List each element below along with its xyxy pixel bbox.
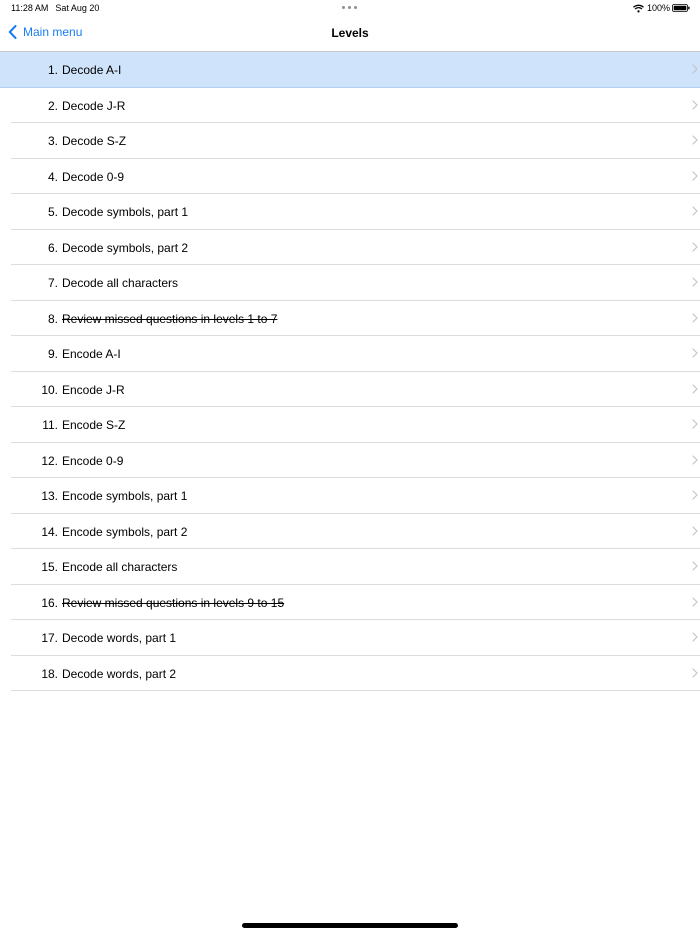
- level-label: Encode symbols, part 1: [62, 489, 188, 503]
- status-time: 11:28 AM: [11, 3, 49, 13]
- level-label: Decode S-Z: [62, 134, 127, 148]
- chevron-right-icon: [692, 135, 698, 145]
- level-row[interactable]: [0, 407, 700, 443]
- level-number: 14.: [41, 524, 58, 539]
- wifi-icon: [633, 4, 644, 13]
- level-number: 3.: [47, 134, 58, 148]
- level-number: 12.: [41, 453, 58, 468]
- level-number: 9.: [47, 347, 58, 361]
- chevron-right-icon: [692, 490, 698, 500]
- level-number: 11.: [42, 418, 58, 432]
- level-row[interactable]: [0, 585, 700, 621]
- level-number: 16.: [41, 595, 58, 610]
- level-label: Decode 0-9: [62, 169, 125, 184]
- level-row[interactable]: [0, 123, 700, 159]
- level-label: Encode symbols, part 2: [62, 524, 188, 539]
- level-label: Decode J-R: [62, 98, 126, 113]
- level-number: 6.: [47, 240, 58, 255]
- chevron-right-icon: [692, 455, 698, 465]
- chevron-right-icon: [692, 100, 698, 110]
- level-row[interactable]: [0, 194, 700, 230]
- chevron-right-icon: [692, 348, 698, 358]
- levels-list: [0, 52, 700, 691]
- chevron-right-icon: [692, 561, 698, 571]
- home-indicator[interactable]: [242, 923, 458, 928]
- chevron-right-icon: [692, 668, 698, 678]
- chevron-right-icon: [692, 526, 698, 536]
- level-row[interactable]: [0, 478, 700, 514]
- chevron-right-icon: [692, 171, 698, 181]
- status-time-date: [11, 3, 99, 13]
- level-label: Decode words, part 1: [62, 631, 177, 645]
- level-label: Decode symbols, part 1: [62, 205, 189, 219]
- level-label: Decode A-I: [62, 63, 122, 77]
- level-label: Encode A-I: [62, 347, 121, 361]
- level-number: 4.: [47, 169, 58, 184]
- chevron-right-icon: [692, 632, 698, 642]
- level-label: Review missed questions in levels 1 to 7: [62, 311, 278, 326]
- level-number: 2.: [47, 98, 58, 113]
- chevron-right-icon: [692, 206, 698, 216]
- level-label: Encode all characters: [62, 560, 178, 574]
- level-number: 13.: [41, 489, 58, 503]
- level-row[interactable]: [0, 514, 700, 550]
- level-label: Decode words, part 2: [62, 666, 177, 681]
- battery-percent: 100%: [646, 3, 670, 13]
- chevron-right-icon: [692, 313, 698, 323]
- level-number: 18.: [41, 666, 58, 681]
- chevron-right-icon: [692, 384, 698, 394]
- level-row[interactable]: [0, 549, 700, 585]
- level-label: Decode symbols, part 2: [62, 240, 189, 255]
- level-row[interactable]: [0, 656, 700, 692]
- level-label: Encode J-R: [62, 382, 125, 397]
- level-row[interactable]: [0, 159, 700, 195]
- chevron-right-icon: [692, 597, 698, 607]
- level-number: 5.: [47, 205, 58, 219]
- navigation-bar: [0, 17, 700, 52]
- row-separator: [11, 690, 700, 691]
- level-label: Review missed questions in levels 9 to 15: [62, 595, 285, 610]
- level-row[interactable]: [0, 265, 700, 301]
- level-label: Encode S-Z: [62, 418, 126, 432]
- level-number: 7.: [47, 276, 58, 290]
- level-number: 1.: [47, 63, 58, 77]
- back-button-label: Main menu: [23, 25, 83, 39]
- status-indicators: [633, 3, 690, 13]
- level-row[interactable]: [0, 230, 700, 266]
- level-row[interactable]: [0, 301, 700, 337]
- chevron-right-icon: [692, 277, 698, 287]
- battery-icon: [672, 4, 690, 12]
- level-label: Encode 0-9: [62, 453, 124, 468]
- status-bar: [0, 0, 700, 17]
- status-date: Sat Aug 20: [55, 3, 100, 13]
- level-row[interactable]: [0, 336, 700, 372]
- level-number: 15.: [41, 560, 58, 574]
- level-row[interactable]: [0, 372, 700, 408]
- level-row[interactable]: [0, 443, 700, 479]
- level-row[interactable]: [0, 620, 700, 656]
- level-label: Decode all characters: [62, 276, 179, 290]
- more-dots-icon[interactable]: [342, 6, 358, 10]
- level-number: 17.: [41, 631, 58, 645]
- level-number: 10.: [41, 382, 58, 397]
- level-number: 8.: [47, 311, 58, 326]
- chevron-right-icon: [692, 419, 698, 429]
- chevron-right-icon: [692, 64, 698, 74]
- page-title: Levels: [331, 26, 369, 40]
- level-row[interactable]: [0, 52, 700, 88]
- level-row[interactable]: [0, 88, 700, 124]
- chevron-right-icon: [692, 242, 698, 252]
